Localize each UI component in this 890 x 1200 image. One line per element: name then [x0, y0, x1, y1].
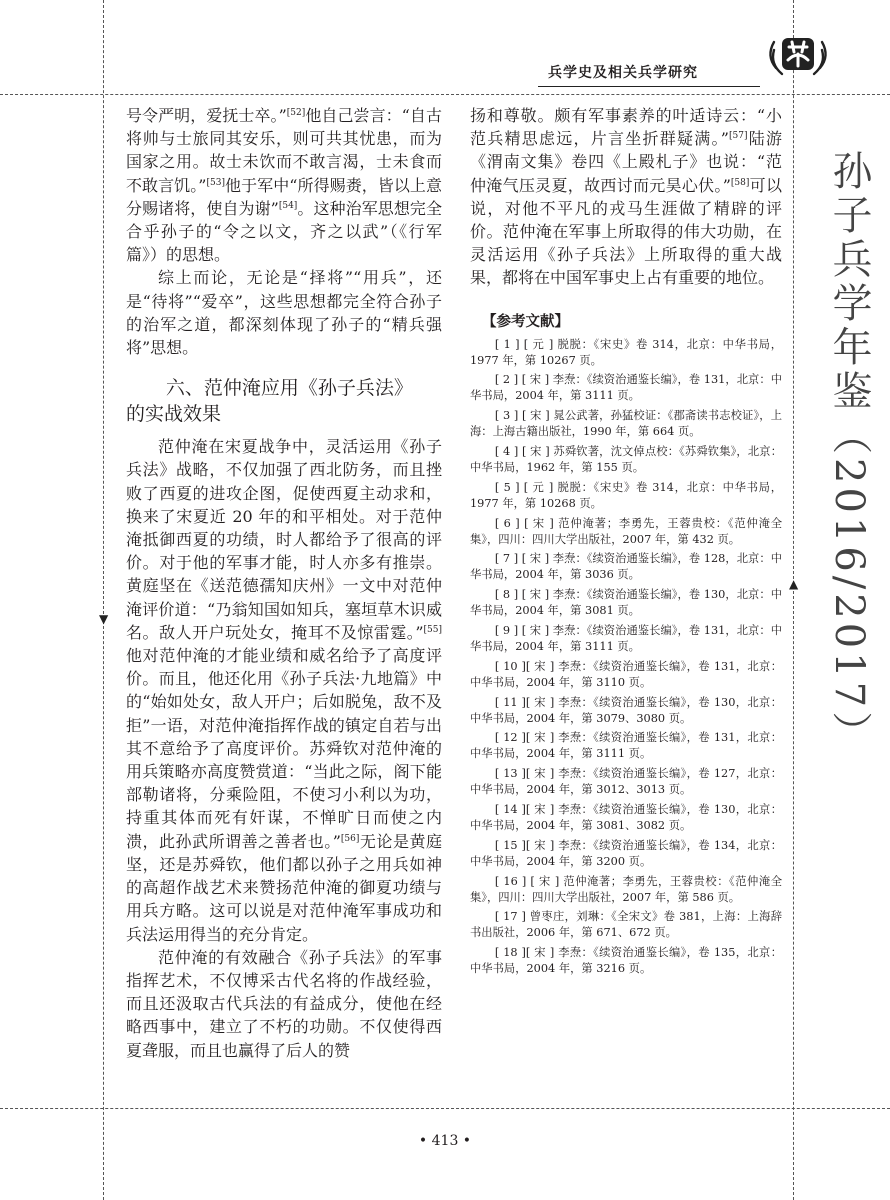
left-column [126, 104, 442, 1062]
book-title-vertical: 孙子兵学年鉴（2016/2017） [826, 150, 872, 756]
reference-item: [ 1 ] [ 元 ] 脱脱：《宋史》卷 314，北京：中华书局，1977 年，第 10267 页。 [470, 337, 782, 367]
reference-item: [ 14 ][ 宋 ] 李焘：《续资治通鉴长编》，卷 130，北京：中华书局，2004 年，第 3081、3082 页。 [470, 802, 782, 832]
reference-item: [ 2 ] [ 宋 ] 李焘：《续资治通鉴长编》，卷 131，北京：中华书局，2004 年，第 3111 页。 [470, 373, 782, 403]
right-dash-guide [793, 0, 794, 1200]
text: 他于军中“所得赐赉，皆以上意分赐诸将，使自为谢” [126, 175, 442, 218]
text: 号令严明，爱抚士卒。” [126, 106, 287, 125]
left-marker-icon: ▼ [99, 612, 109, 626]
header-rule [538, 86, 760, 87]
citation: [52] [286, 108, 306, 118]
citation: [53] [206, 177, 225, 188]
reference-item: [ 13 ][ 宋 ] 李焘：《续资治通鉴长编》，卷 127，北京：中华书局，2004 年，第 3012、3013 页。 [470, 767, 782, 797]
reference-item: [ 3 ] [ 宋 ] 晁公武著，孙猛校证：《郡斋读书志校证》，上海：上海古籍出版社，1990 年，第 664 页。 [470, 409, 782, 439]
section-heading [126, 375, 442, 427]
paragraph: 范仲淹的有效融合《孙子兵法》的军事指挥艺术，不仅博采古代名将的作战经验，而且还汲取古代兵法的有益成分，使他在经略西事中，建立了不朽的功勋。不仅使得西夏聋服，而且也赢得了后人的赞 [126, 947, 442, 1060]
citation: [55] [423, 624, 442, 635]
text: 可以说，对他不平凡的戎马生涯做了精辟的评价。范仲淹在军事上所取得的伟大功勋，在灵活运用《孙子兵法》上所取得的重大战果，都将在中国军事史上占有重要的地位。 [470, 175, 782, 288]
reference-item: [ 15 ][ 宋 ] 李焘：《续资治通鉴长编》，卷 134，北京：中华书局，2004 年，第 3200 页。 [470, 838, 782, 868]
reference-item: [ 7 ] [ 宋 ] 李焘：《续资治通鉴长编》，卷 128，北京：中华书局，2004 年，第 3036 页。 [470, 552, 782, 582]
text: 陆游《渭南文集》卷四《上殿札子》也说：“范仲淹气压灵夏，故西讨而元昊心伏。” [470, 129, 782, 195]
left-dash-guide [103, 0, 104, 1200]
right-marker-icon: ▲ [789, 577, 799, 591]
citation: [57] [729, 131, 748, 142]
citation: [56] [340, 833, 360, 844]
reference-item: [ 11 ][ 宋 ] 李焘：《续资治通鉴长编》，卷 130，北京：中华书局，2004 年，第 3079、3080 页。 [470, 695, 782, 725]
reference-item: [ 18 ][ 宋 ] 李焘：《续资治通鉴长编》，卷 135，北京：中华书局，2004 年，第 3216 页。 [470, 946, 782, 976]
reference-item: [ 9 ] [ 宋 ] 李焘：《续资治通鉴长编》，卷 131，北京：中华书局，2004 年，第 3111 页。 [470, 624, 782, 653]
reference-item: [ 5 ] [ 元 ] 脱脱：《宋史》卷 314，北京：中华书局，1977 年，第 10268 页。 [470, 480, 782, 510]
right-column [470, 104, 782, 981]
reference-item: [ 16 ] [ 宋 ] 范仲淹著；李勇先，王蓉贵校：《范仲淹全集》，四川：四川大学出版社，2007 年，第 586 页。 [470, 874, 782, 904]
text: 。这种治军思想完全合乎孙子的“令之以文，齐之以武”（《行军篇》）的思想。 [126, 198, 442, 265]
reference-item: [ 12 ][ 宋 ] 李焘：《续资治通鉴长编》，卷 131，北京：中华书局，2004 年，第 3111 页。 [470, 731, 782, 761]
citation: [58] [730, 177, 750, 188]
reference-item: [ 17 ] 曾枣庄，刘琳：《全宋文》卷 381，上海：上海辞书出版社，2006 年，第 671、672 页。 [470, 910, 782, 940]
text: 扬和尊敬。颇有军事素养的叶适诗云：“小范兵精思虑远，片言坐折群疑满。” [470, 106, 782, 149]
paragraph [126, 104, 442, 266]
references-heading: 【参考文献】 [482, 313, 569, 330]
section-heading-line: 六、范仲淹应用《孙子兵法》 [165, 377, 413, 400]
paragraph [126, 435, 442, 945]
references-list [470, 337, 782, 978]
text: 他自己尝言：“自古将帅与士旅同其安乐，则可共其忧患，而为国家之用。故士未饮而不敢言渴，士未食而不敢言饥。” [126, 106, 442, 195]
paragraph: 综上而论，无论是“择将”“用兵”，还是“待将”“爱卒”，这些思想都完全符合孙子的治军之道，都深刻体现了孙子的“精兵强将”思想。 [126, 268, 442, 358]
text: 范仲淹在宋夏战争中，灵活运用《孙子兵法》战略，不仅加强了西北防务，而且挫败了西夏的进攻企图，促使西夏主动求和，换来了宋夏近 20 年的和平相处。对于范仲淹抵御西夏的功绩，时人都给予了很高的评价。对于他的军事才能，时人亦多有推崇。黄庭坚在《送范德孺知庆州》一文中对范仲淹评价道：“乃翁知国如知兵，塞垣草木识威名。敌人开户玩处女，掩耳不及惊雷霆。” [126, 437, 442, 642]
text: 无论是黄庭坚，还是苏舜钦，他们都以孙子之用兵如神的高超作战艺术来赞扬范仲淹的御夏功绩与用兵方略。这可以说是对范仲淹军事成功和兵法运用得当的充分肯定。 [126, 831, 442, 944]
citation: [54] [278, 200, 298, 211]
reference-item: [ 10 ][ 宋 ] 李焘：《续资治通鉴长编》，卷 131，北京：中华书局，2004 年，第 3110 页。 [470, 659, 782, 689]
page-number: • 413 • [418, 1133, 472, 1149]
reference-item: [ 4 ] [ 宋 ] 苏舜钦著，沈文倬点校：《苏舜钦集》，北京：中华书局，1962 年，第 155 页。 [470, 445, 782, 475]
paragraph [470, 104, 782, 290]
reference-item: [ 8 ] [ 宋 ] 李焘：《续资治通鉴长编》，卷 130，北京：中华书局，2004 年，第 3081 页。 [470, 588, 782, 618]
section-heading-line: 的实战效果 [126, 403, 222, 426]
running-header: 兵学史及相关兵学研究 [548, 65, 698, 81]
reference-item: [ 6 ] [ 宋 ] 范仲淹著；李勇先，王蓉贵校：《范仲淹全集》，四川：四川大学出版社，2007 年，第 432 页。 [470, 516, 782, 546]
text: 他对范仲淹的才能业绩和威名给予了高度评价。而且，他还化用《孙子兵法·九地篇》中的“始如处女，敌人开户；后如脱兔，敌不及拒”一语，对范仲淹指挥作战的镇定自若与出其不意给予了高度评价。苏舜钦对范仲淹的用兵策略亦高度赞赏道：“当此之际，阁下能部勒诸将，分乘险阻，不使习小利以为功，持重其体而死有奸谋，不惮旷日而使之内溃，此孙武所谓善之善者也。” [126, 646, 442, 851]
top-dash-rule [0, 94, 890, 95]
bottom-dash-rule [0, 1108, 890, 1109]
seal-logo-icon [762, 20, 834, 92]
